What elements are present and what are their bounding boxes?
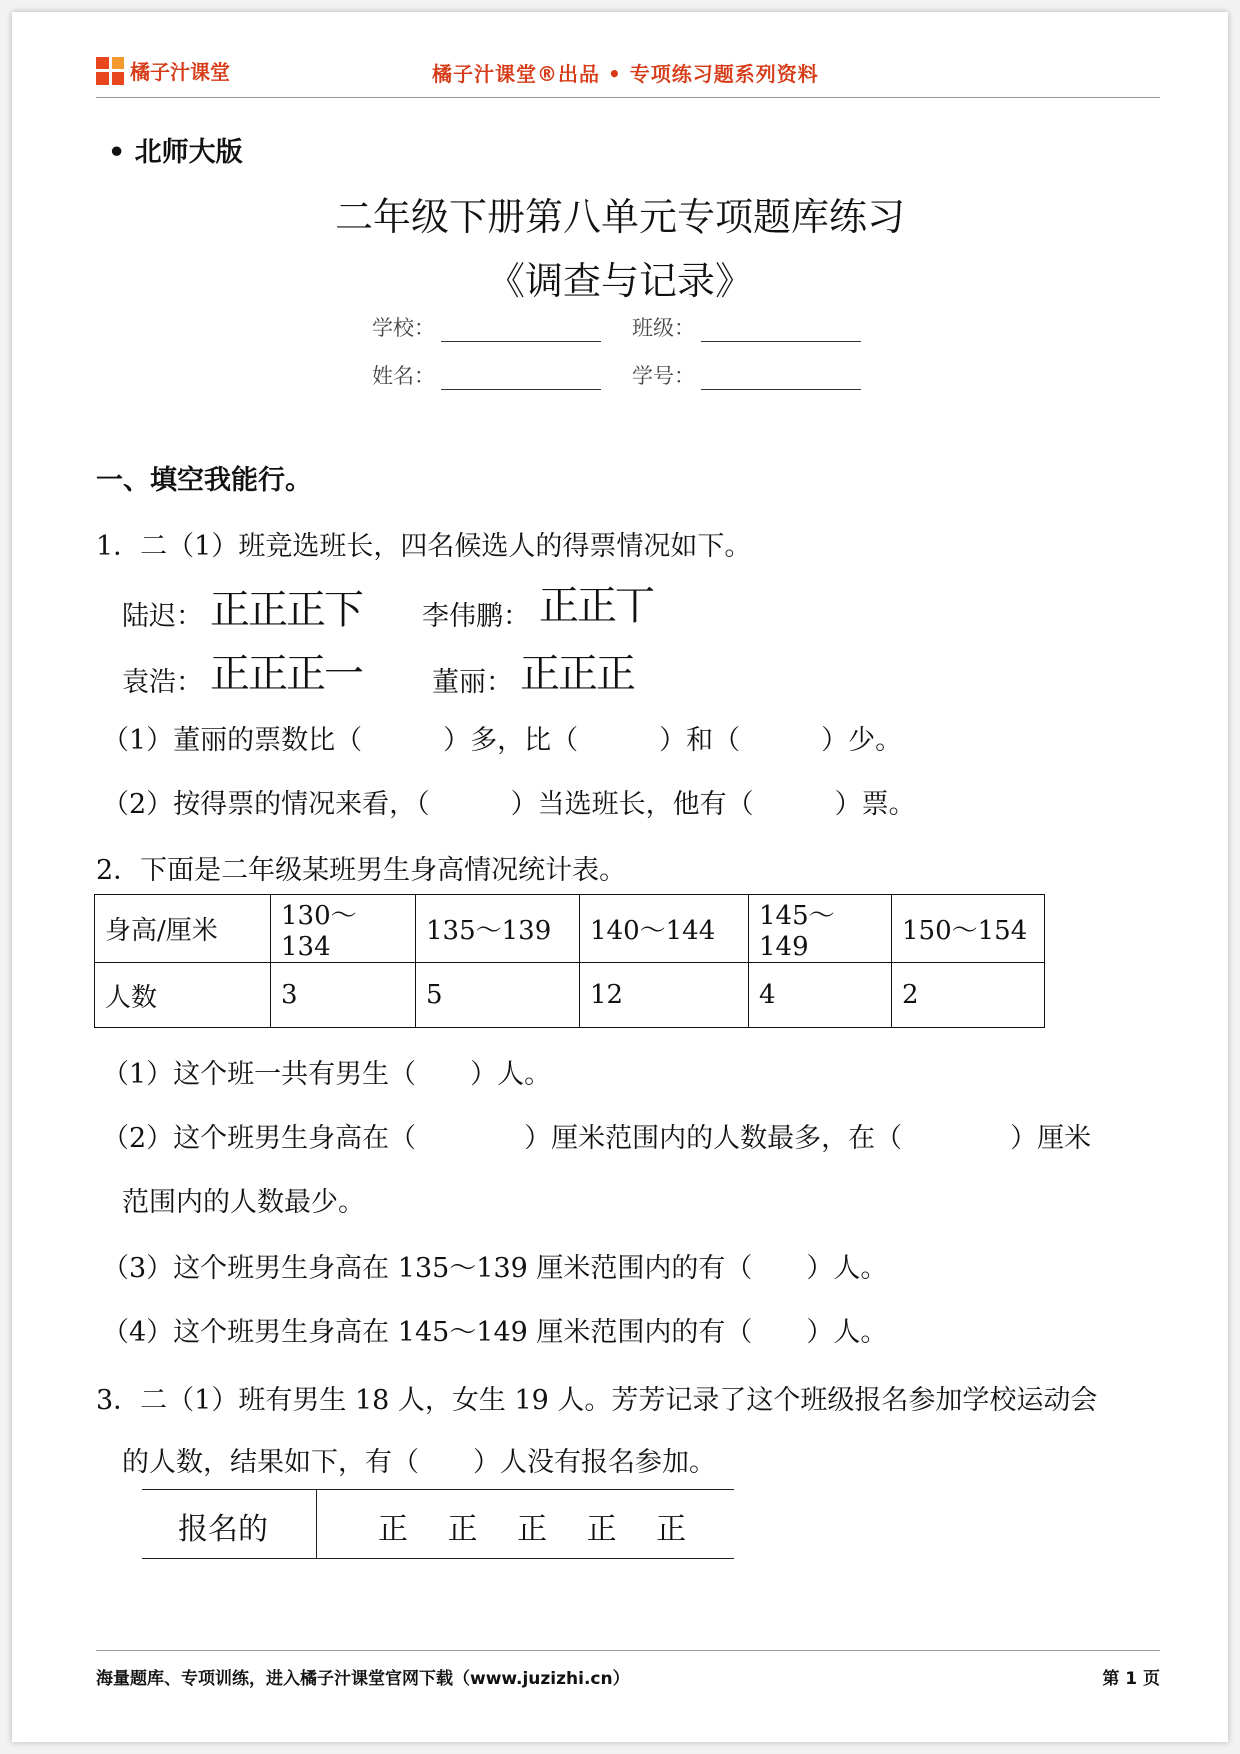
student-no-label: 学号： (632, 364, 695, 388)
student-no-field (632, 360, 861, 390)
q2-sub2-cont: 范围内的人数最少。 (122, 1187, 365, 1218)
footer-text: 海量题库、专项训练，进入橘子汁课堂官网下载（www.juzizhi.cn） (96, 1669, 630, 1689)
q2-sub2: （2）这个班男生身高在（ ）厘米范围内的人数最多，在（ ）厘米 (102, 1123, 1092, 1154)
tally-marks: 正 正 正 正 正 (378, 1512, 687, 1547)
tally-marks: 正正正下 (210, 587, 362, 633)
name-label: 姓名： (372, 364, 435, 388)
table-cell: 3 (271, 963, 416, 1028)
table-cell: 145～149 (749, 895, 892, 963)
page-number: 第 1 页 (1102, 1669, 1160, 1689)
class-blank[interactable] (701, 319, 861, 342)
page-title: 二年级下册第八单元专项题库练习 (334, 195, 905, 239)
table-header-row (95, 895, 1045, 963)
height-stats-table (94, 894, 1045, 1028)
footer-divider (96, 1650, 1160, 1651)
name-field (372, 360, 601, 390)
table-row (95, 963, 1045, 1028)
student-no-blank[interactable] (701, 367, 861, 390)
table-cell: 4 (749, 963, 892, 1028)
class-field (632, 312, 861, 342)
registration-label: 报名的 (178, 1512, 268, 1547)
brand-logo (96, 56, 230, 85)
q1-stem: 1．二（1）班竞选班长，四名候选人的得票情况如下。 (96, 531, 752, 562)
tally-marks: 正正正 (520, 651, 634, 697)
table-cell: 2 (892, 963, 1045, 1028)
q3-stem-cont: 的人数，结果如下，有（ ）人没有报名参加。 (122, 1447, 716, 1478)
logo-icon (96, 57, 124, 85)
school-field (372, 312, 601, 342)
school-label: 学校： (372, 316, 435, 340)
table-cell: 140～144 (580, 895, 749, 963)
q1-sub2: （2）按得票的情况来看，（ ）当选班长，他有（ ）票。 (102, 789, 916, 820)
section-heading: 一、填空我能行。 (96, 465, 312, 496)
q2-stem: 2．下面是二年级某班男生身高情况统计表。 (96, 855, 627, 886)
table-cell: 150～154 (892, 895, 1045, 963)
registration-table (142, 1489, 734, 1559)
class-label: 班级： (632, 316, 695, 340)
page-subtitle: 《调查与记录》 (486, 259, 753, 303)
worksheet-page (12, 12, 1228, 1742)
q2-sub1: （1）这个班一共有男生（ ）人。 (102, 1059, 552, 1090)
header-divider (96, 97, 1160, 98)
school-blank[interactable] (441, 319, 601, 342)
candidate-name: 李伟鹏： (422, 601, 530, 632)
edition-label: • 北师大版 (108, 137, 243, 168)
table-cell: 130～134 (271, 895, 416, 963)
header-title: 橘子汁课堂®出品 • 专项练习题系列资料 (432, 62, 819, 86)
table-cell: 12 (580, 963, 749, 1028)
candidate-name: 袁浩： (122, 667, 203, 698)
tally-marks: 正正丅 (539, 583, 653, 629)
table-divider (316, 1490, 317, 1558)
table-cell: 身高/厘米 (95, 895, 271, 963)
q1-sub1: （1）董丽的票数比（ ）多，比（ ）和（ ）少。 (102, 725, 903, 756)
table-cell: 135～139 (416, 895, 580, 963)
table-cell: 5 (416, 963, 580, 1028)
table-cell: 人数 (95, 963, 271, 1028)
name-blank[interactable] (441, 367, 601, 390)
q2-sub4: （4）这个班男生身高在 145～149 厘米范围内的有（ ）人。 (102, 1317, 888, 1348)
q3-stem: 3．二（1）班有男生 18 人，女生 19 人。芳芳记录了这个班级报名参加学校运动会 (96, 1385, 1098, 1416)
q2-sub3: （3）这个班男生身高在 135～139 厘米范围内的有（ ）人。 (102, 1253, 888, 1284)
tally-marks: 正正正一 (210, 651, 362, 697)
candidate-name: 董丽： (432, 667, 513, 698)
logo-text: 橘子汁课堂 (130, 60, 230, 84)
candidate-name: 陆迟： (122, 601, 203, 632)
